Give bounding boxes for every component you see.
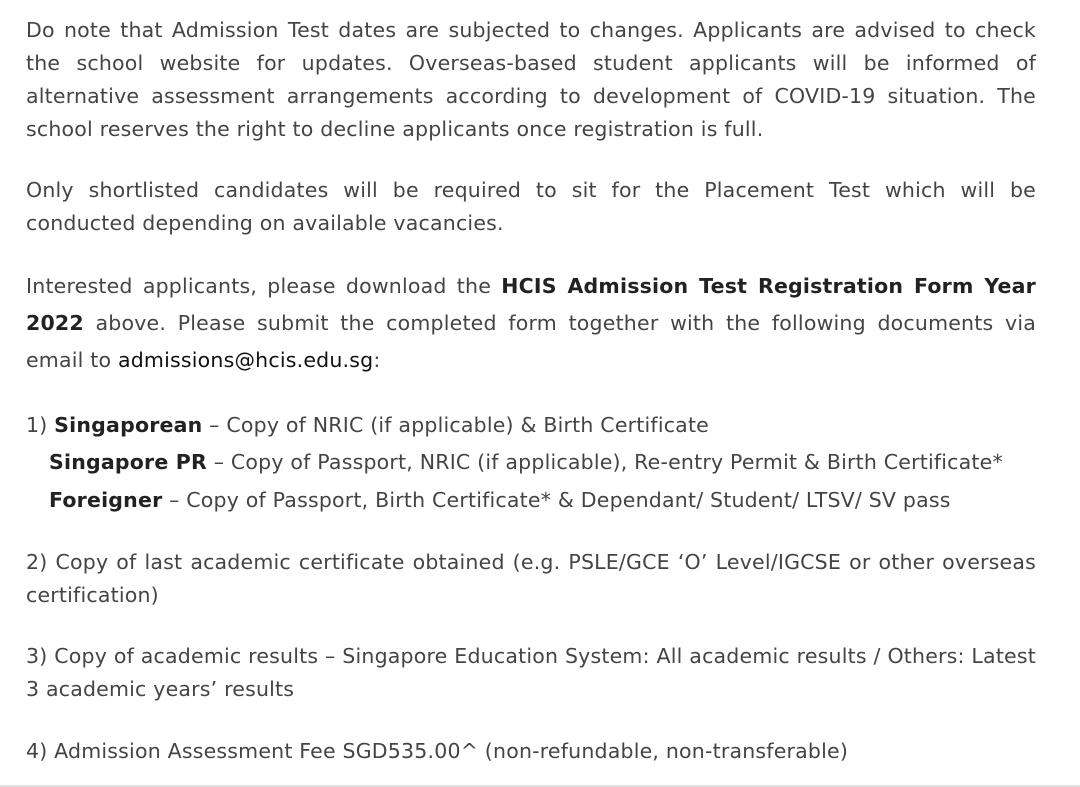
- instructions-suffix: :: [373, 348, 381, 372]
- list-item-1-singapore-pr: [49, 447, 1003, 477]
- singapore-pr-docs: – Copy of Passport, NRIC (if applicable), Re-entry Permit & Birth Certificate*: [207, 450, 1003, 474]
- document-list-item-2: 2) Copy of last academic certificate obtained (e.g. PSLE/GCE ‘O’ Level/IGCSE or other overseas certification): [26, 550, 1036, 607]
- placement-test-notice: Only shortlisted candidates will be required to sit for the Placement Test which will be conducted depending on available vacancies.: [26, 178, 1036, 235]
- admissions-email[interactable]: admissions@hcis.edu.sg: [117, 348, 374, 372]
- document-list-item-4: 4) Admission Assessment Fee SGD535.00^ (non-refundable, non-transferable): [26, 739, 849, 763]
- test-dates-notice: Do note that Admission Test dates are subjected to changes. Applicants are advised to check the school website for updates. Overseas-based student applicants will be informed of alternative assessment arrangements according to development of COVID-19 situation. The school reserves the right to decline applicants once registration is full.: [26, 18, 1036, 141]
- download-instructions: [26, 268, 1036, 379]
- singaporean-label: Singaporean: [54, 413, 203, 437]
- instructions-middle: above. Please submit the completed form together with the following documents via email to: [26, 311, 1036, 372]
- document-list-item-3: 3) Copy of academic results – Singapore Education System: All academic results / Others: Latest 3 academic years’ results: [26, 644, 1036, 701]
- list-item-1-singaporean: [26, 410, 709, 440]
- foreigner-label: Foreigner: [49, 488, 163, 512]
- instructions-prefix: Interested applicants, please download the: [26, 274, 502, 298]
- registration-form-name: HCIS Admission Test Registration Form Year 2022: [26, 274, 1036, 335]
- list-item-1-foreigner: [49, 485, 951, 515]
- singapore-pr-label: Singapore PR: [49, 450, 208, 474]
- foreigner-docs: – Copy of Passport, Birth Certificate* & Dependant/ Student/ LTSV/ SV pass: [162, 488, 951, 512]
- list-item-1-number: 1): [26, 413, 55, 437]
- singaporean-docs: – Copy of NRIC (if applicable) & Birth Certificate: [202, 413, 709, 437]
